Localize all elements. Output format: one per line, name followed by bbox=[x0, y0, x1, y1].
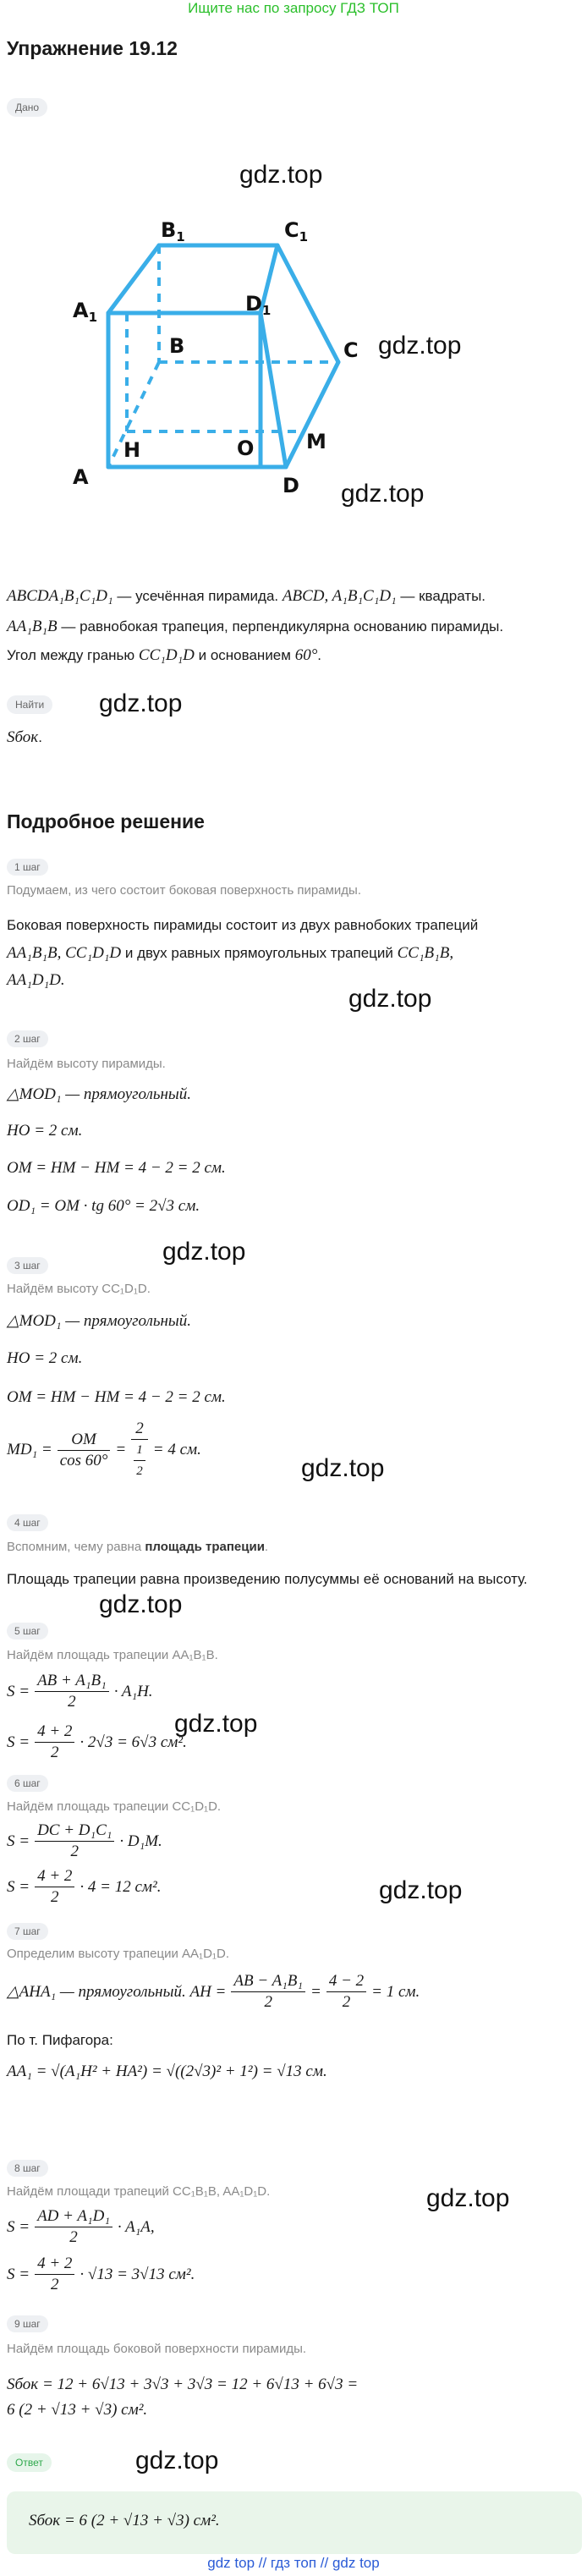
step-math: AA₁ = √(A₁H² + HA²) = √((2√3)² + 1²) = √13 см. bbox=[7, 2062, 327, 2080]
watermark: gdz.top bbox=[341, 480, 425, 508]
footer-links[interactable]: gdz top // гдз топ // gdz top bbox=[207, 2555, 380, 2571]
step-pill: 4 шаг bbox=[7, 1514, 48, 1531]
step-math: OD₁ = OM · tg 60° = 2√3 см. bbox=[7, 1197, 200, 1215]
solution-heading: Подробное решение bbox=[7, 810, 205, 832]
step-math: S = $\frac{4 + 2}{2}$ · 2√3 = 6√3 см². bbox=[7, 1722, 187, 1761]
step-text: Площадь трапеции равна произведению полусуммы её оснований на высоту. bbox=[7, 1571, 528, 1587]
label-H: H bbox=[123, 438, 141, 462]
step-note: Найдём площадь боковой поверхности пирамиды. bbox=[7, 2342, 307, 2356]
label-C1: $C_1$ bbox=[284, 218, 309, 244]
watermark: gdz.top bbox=[239, 161, 323, 189]
label-M: M bbox=[306, 430, 326, 453]
given-line-1: ABCDA₁B₁C₁D₁ — усечённая пирамида. ABCD, A₁B₁C₁D₁ — квадраты. bbox=[7, 587, 486, 605]
label-B1: $B_1$ bbox=[161, 218, 185, 244]
label-A1: $A_1$ bbox=[73, 299, 98, 325]
step-math: Sбок = 12 + 6√13 + 3√3 + 3√3 = 12 + 6√13 + 6√3 = bbox=[7, 2376, 359, 2393]
step-pill: 7 шаг bbox=[7, 1923, 48, 1940]
given-line-3: Угол между гранью CC₁D₁D и основанием 60°. bbox=[7, 646, 322, 664]
answer-text: Sбок = 6 (2 + √13 + √3) см². bbox=[29, 2512, 220, 2529]
step-math: 6 (2 + √13 + √3) см². bbox=[7, 2401, 148, 2419]
step-pill: 2 шаг bbox=[7, 1030, 48, 1047]
step-math: △AHA₁ — прямоугольный. AH = $\frac{\text{AB − A₁B₁}}{2}$ = $\frac{4 - 2}{2}$ = 1 см. bbox=[7, 1972, 420, 2011]
top-banner[interactable]: Ищите нас по запросу ГДЗ ТОП bbox=[188, 0, 399, 16]
step-pill: 6 шаг bbox=[7, 1775, 48, 1792]
step-pill: 3 шаг bbox=[7, 1257, 48, 1274]
step-math: S = $\frac{\text{AD + A₁D₁}}{2}$ · A₁A, bbox=[7, 2207, 155, 2246]
watermark: gdz.top bbox=[135, 2447, 219, 2474]
label-D1: $D_1$ bbox=[245, 292, 272, 318]
step-math: S = $\frac{\text{AB + A₁B₁}}{2}$ · A₁H. bbox=[7, 1672, 153, 1711]
given-pill: Дано bbox=[7, 98, 47, 117]
step-note: Вспомним, чему равна площадь трапеции. bbox=[7, 1540, 269, 1554]
step-pill: 5 шаг bbox=[7, 1623, 48, 1640]
step-text: По т. Пифагора: bbox=[7, 2032, 113, 2048]
step-math: S = $\frac{\text{DC + D₁C₁}}{2}$ · D₁M. bbox=[7, 1821, 162, 1860]
label-O: O bbox=[237, 437, 255, 460]
step-pill: 1 шаг bbox=[7, 859, 48, 876]
step-math: △MOD₁ — прямоугольный. bbox=[7, 1085, 192, 1103]
find-line: Sбок. bbox=[7, 728, 42, 746]
step-math: HO = 2 см. bbox=[7, 1122, 83, 1140]
find-pill: Найти bbox=[7, 695, 52, 714]
given-line-2: AA₁B₁B — равнобокая трапеция, перпендикулярна основанию пирамиды. bbox=[7, 618, 504, 635]
step-math: OM = HM − HM = 4 − 2 = 2 см. bbox=[7, 1388, 226, 1406]
step-note: Определим высоту трапеции AA₁D₁D. bbox=[7, 1947, 229, 1961]
label-D: D bbox=[283, 474, 299, 497]
exercise-title: Упражнение 19.12 bbox=[7, 37, 178, 59]
watermark: gdz.top bbox=[174, 1710, 258, 1738]
step-note: Найдём высоту пирамиды. bbox=[7, 1057, 166, 1071]
step-text: AA₁B₁B, CC₁D₁D и двух равных прямоугольных трапеций CC₁B₁B, bbox=[7, 944, 454, 962]
step-text: Боковая поверхность пирамиды состоит из двух равнобоких трапеций bbox=[7, 917, 479, 933]
step-pill: 9 шаг bbox=[7, 2315, 48, 2332]
label-A: A bbox=[73, 465, 89, 489]
watermark: gdz.top bbox=[379, 1876, 463, 1904]
watermark: gdz.top bbox=[99, 689, 183, 717]
watermark: gdz.top bbox=[378, 332, 462, 360]
watermark: gdz.top bbox=[426, 2184, 510, 2212]
pyramid-figure bbox=[0, 203, 587, 508]
step-math: S = $\frac{4 + 2}{2}$ · √13 = 3√13 см². bbox=[7, 2255, 195, 2293]
step-note: Найдём площадь трапеции AA₁B₁B. bbox=[7, 1648, 218, 1662]
step-note: Найдём площадь трапеции CC₁D₁D. bbox=[7, 1799, 222, 1814]
step-math: S = $\frac{4 + 2}{2}$ · 4 = 12 см². bbox=[7, 1867, 162, 1906]
label-B: B bbox=[169, 334, 185, 358]
step-pill: 8 шаг bbox=[7, 2160, 48, 2177]
label-C: C bbox=[343, 338, 359, 362]
step-note: Найдём высоту CC₁D₁D. bbox=[7, 1282, 151, 1296]
step-math: MD₁ = $\frac{OM}{\cos 60^\circ}$ = $\frac{2}{\frac{1}{2}}$ = 4 см. bbox=[7, 1420, 201, 1478]
step-note: Найдём площади трапеций CC₁B₁B, AA₁D₁D. bbox=[7, 2184, 271, 2199]
watermark: gdz.top bbox=[162, 1238, 246, 1266]
watermark: gdz.top bbox=[301, 1454, 385, 1482]
step-text: AA₁D₁D. bbox=[7, 971, 65, 989]
answer-pill: Ответ bbox=[7, 2453, 52, 2472]
step-math: △MOD₁ — прямоугольный. bbox=[7, 1312, 192, 1330]
watermark: gdz.top bbox=[348, 985, 432, 1013]
watermark: gdz.top bbox=[99, 1590, 183, 1618]
step-math: OM = HM − HM = 4 − 2 = 2 см. bbox=[7, 1159, 226, 1177]
step-note: Подумаем, из чего состоит боковая поверхность пирамиды. bbox=[7, 883, 362, 898]
step-math: HO = 2 см. bbox=[7, 1349, 83, 1367]
